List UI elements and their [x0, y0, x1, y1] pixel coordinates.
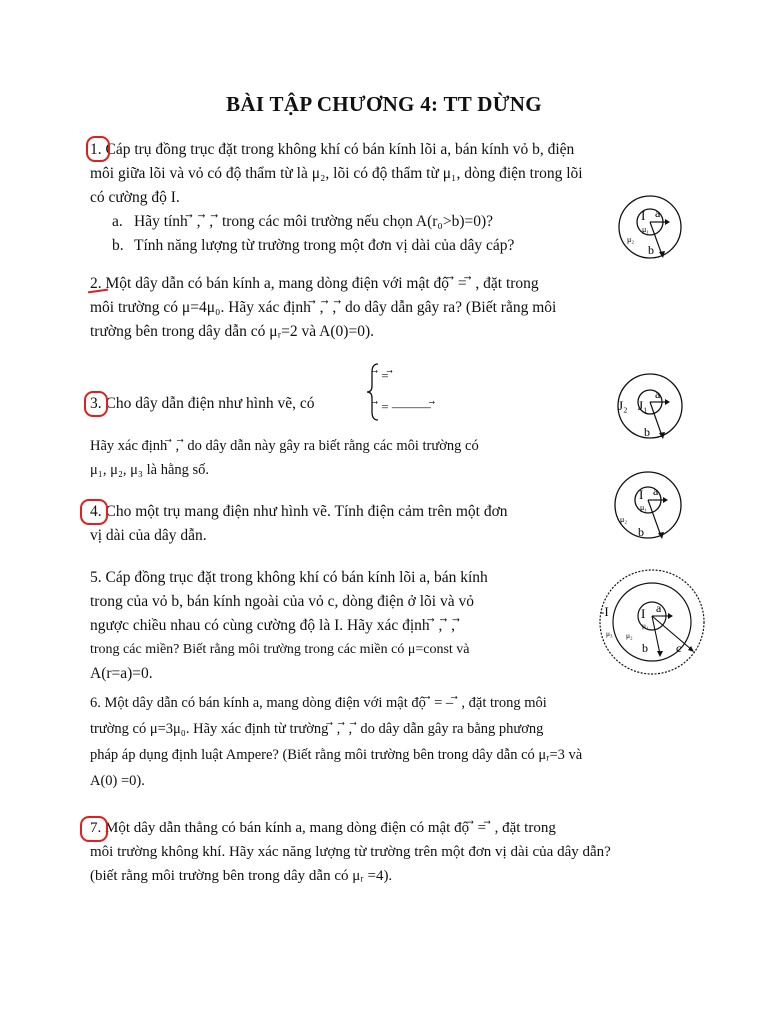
fig5-I-label: I	[641, 606, 646, 621]
problem-3-line-1: 3. Cho dây dẫn điện như hình vẽ, có	[90, 395, 315, 412]
cylinder-figure-4	[606, 468, 690, 542]
problem-5	[90, 566, 582, 686]
fig4-I-label: I	[639, 487, 644, 502]
problem-2-line-2: môi trường có μ=4μ₀. Hãy xác định ⃗ , ⃗ , ⃗ do dây dẫn gây ra? (Biết rằng môi	[90, 299, 557, 316]
red-annotation-circle-4	[80, 499, 108, 525]
problem-7	[90, 816, 696, 888]
red-annotation-circle-1	[86, 136, 110, 162]
fig3-J1-label: J₁	[638, 398, 648, 413]
problem-4	[90, 500, 600, 548]
fig4-b-label: b	[638, 525, 644, 539]
fig3-J2-label: J₂	[618, 398, 628, 413]
page-title: BÀI TẬP CHƯƠNG 4: TT DỪNG	[226, 92, 542, 116]
part-b-label: b.	[112, 237, 124, 254]
problem-1-line-1: 1. Cáp trụ đồng trục đặt trong không khí có bán kính lõi a, bán kính vỏ b, điện	[90, 141, 575, 158]
fig1-a-label: a	[655, 206, 661, 220]
fig1-mu1-label: μ₁	[642, 225, 650, 234]
coaxial-figure-1	[610, 192, 690, 262]
problem-3-brace-line-1: ⃗ = ⃗	[378, 368, 393, 383]
problem-3-line-2: Hãy xác định ⃗ , ⃗ do dây dẫn này gây ra biết rằng các môi trường có	[90, 438, 479, 454]
fig5-b-label: b	[642, 641, 648, 655]
problem-3-intro	[90, 392, 380, 416]
problem-1-line-2: môi giữa lõi và vỏ có độ thẩm từ là μ₂, lõi có độ thẩm từ μ₁, dòng điện trong lõi	[90, 165, 583, 182]
red-annotation-circle-3	[84, 391, 108, 417]
fig1-b-label: b	[648, 243, 654, 257]
part-a-text: Hãy tính ⃗ , ⃗ , ⃗ trong các môi trường nếu chọn A(r₀>b)=0)?	[134, 213, 494, 230]
fig4-mu1-label: μ₁	[640, 503, 648, 512]
part-a-label: a.	[112, 213, 123, 230]
fig5-minusI-label: -I	[600, 604, 609, 619]
problem-5-line-4: trong các miền? Biết rằng môi trường trong các miền có μ=const và	[90, 642, 470, 657]
problem-3-body	[90, 434, 610, 482]
problem-6	[90, 690, 696, 794]
problem-6-line-3: pháp áp dụng định luật Ampere? (Biết rằng môi trường bên trong dây dẫn có μᵣ=3 và	[90, 747, 583, 763]
problem-1	[90, 138, 694, 258]
problem-5-line-5: A(r=a)=0.	[90, 665, 153, 682]
fig3-a-label: a	[655, 387, 661, 401]
problem-3-line-3: μ₁, μ₂, μ₃ là hằng số.	[90, 462, 210, 478]
problem-1-part-b	[90, 234, 694, 258]
problem-4-line-1: 4. Cho một trụ mang điện như hình vẽ. Tính điện cảm trên một đơn	[90, 503, 508, 520]
problem-5-line-1: 5. Cáp đồng trục đặt trong không khí có bán kính lõi a, bán kính	[90, 569, 488, 586]
fig5-mu3-label: μ₃	[606, 629, 613, 638]
problem-7-line-3: (biết rằng môi trường bên trong dây dẫn có μᵣ =4).	[90, 868, 393, 884]
problem-5-line-3: ngược chiều nhau có cùng cường độ là I. Hãy xác định ⃗ , ⃗ , ⃗	[90, 617, 460, 634]
fig5-a-label: a	[656, 601, 662, 615]
problem-2-line-3: trường bên trong dây dẫn có μᵣ=2 và A(0)=0).	[90, 323, 374, 340]
fig5-mu2-label: μ₂	[626, 631, 633, 640]
problem-4-line-2: vị dài của dây dẫn.	[90, 527, 207, 544]
red-annotation-circle-7	[80, 816, 108, 842]
fig1-mu2-label: μ₂	[627, 235, 635, 244]
problem-7-line-2: môi trường không khí. Hãy xác năng lượng từ trường trên một đơn vị dài của dây dẫn?	[90, 844, 611, 860]
problem-6-line-4: A(0) =0).	[90, 773, 145, 789]
problem-1-line-3: có cường độ I.	[90, 189, 180, 206]
current-figure-3	[610, 370, 690, 442]
problem-7-line-1: 7. Một dây dẫn thẳng có bán kính a, mang dòng điện có mật độ ⃗ = ⃗ , đặt trong	[90, 820, 556, 836]
coaxial-figure-5	[596, 566, 708, 678]
problem-6-line-1: 6. Một dây dẫn có bán kính a, mang dòng điện với mật độ ⃗ = ‒ ⃗ , đặt trong môi	[90, 695, 547, 711]
problem-2	[90, 272, 696, 344]
fig1-I-label: I	[641, 208, 646, 223]
fig4-mu2-label: μ₂	[620, 515, 628, 524]
problem-2-line-1: 2. Một dây dẫn có bán kính a, mang dòng điện với mật độ ⃗ = ⃗ , đặt trong	[90, 275, 539, 292]
part-b-text: Tính năng lượng từ trường trong một đơn vị dài của dây cáp?	[134, 237, 515, 254]
problem-6-line-2: trường có μ=3μ₀. Hãy xác định từ trường ⃗ , ⃗ , ⃗ do dây dẫn gây ra bằng phương	[90, 721, 544, 737]
fig4-a-label: a	[653, 484, 659, 498]
fig5-mu1-label: μ₁	[642, 621, 649, 630]
problem-3-brace-line-2: ⃗ = ‒‒‒‒‒‒ ⃗	[378, 399, 435, 414]
fig5-c-label: c	[676, 641, 682, 655]
fig3-b-label: b	[644, 425, 650, 439]
problem-1-part-a	[90, 210, 694, 234]
problem-5-line-2: trong của vỏ b, bán kính ngoài của vỏ c, dòng điện ở lõi và vỏ	[90, 593, 474, 610]
